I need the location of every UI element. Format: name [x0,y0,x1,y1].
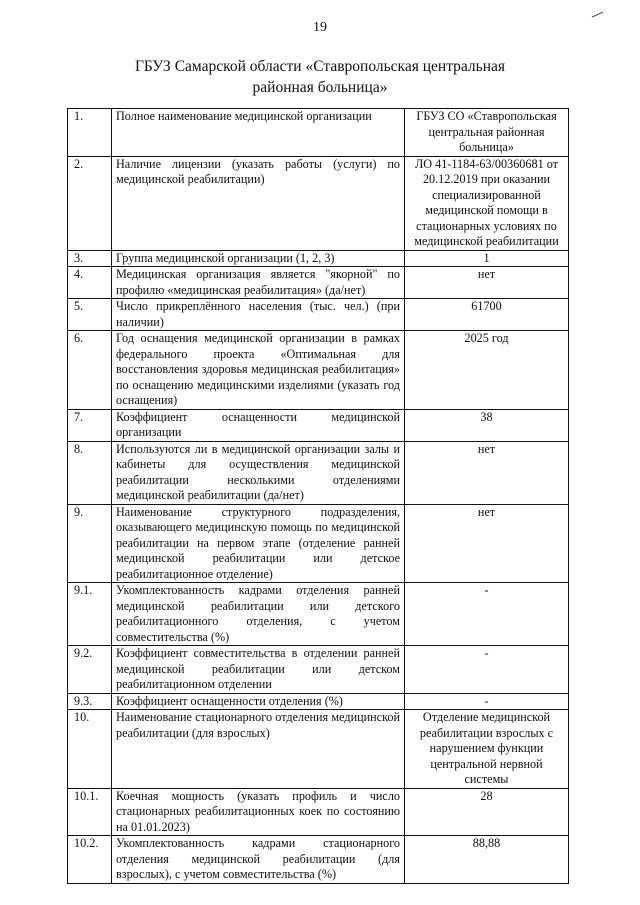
row-number: 6. [68,331,112,410]
row-number: 9.2. [68,646,112,694]
table-row [68,267,569,299]
row-value: ЛО 41-1184-63/00360681 от 20.12.2019 при оказании специализированной медицинской помощи в стационарных условиях по медицинской реабилитации [405,156,569,250]
row-value: 38 [405,409,569,441]
row-number: 7. [68,409,112,441]
table-row [68,299,569,331]
table-row [68,710,569,789]
row-parameter: Коэффициент оснащенности медицинской организации [112,409,405,441]
row-parameter: Коэффициент совместительства в отделении ранней медицинской реабилитации или детском реабилитационном отделении [112,646,405,694]
row-value: ГБУЗ СО «Ставропольская центральная районная больница» [405,109,569,157]
document-title [120,56,520,98]
table-row [68,646,569,694]
table-row [68,836,569,884]
row-value: 1 [405,250,569,267]
title-line-2: районная больница» [252,79,388,96]
row-value: нет [405,504,569,583]
row-number: 4. [68,267,112,299]
row-value: Отделение медицинской реабилитации взрослых с нарушением функции центральной нервной системы [405,710,569,789]
row-parameter: Наименование структурного подразделения, оказывающего медицинскую помощь по медицинской реабилитации на первом этапе (отделение ранней медицинской реабилитации или детское реабилитационное отделение) [112,504,405,583]
row-parameter: Наличие лицензии (указать работы (услуги) по медицинской реабилитации) [112,156,405,250]
row-parameter: Медицинская организация является "якорной" по профилю «медицинская реабилитация» (да/нет) [112,267,405,299]
row-value: нет [405,441,569,504]
row-value: 28 [405,788,569,836]
table-row [68,441,569,504]
row-number: 3. [68,250,112,267]
row-parameter: Используются ли в медицинской организации залы и кабинеты для осуществления медицинской реабилитации несколькими отделениями медицинской реабилитации (да/нет) [112,441,405,504]
row-parameter: Коечная мощность (указать профиль и число стационарных реабилитационных коек по состоянию на 01.01.2023) [112,788,405,836]
row-parameter: Укомплектованность кадрами отделения ранней медицинской реабилитации или детского реабилитационного отделения, с учетом совместительства (%) [112,583,405,646]
table-row [68,156,569,250]
row-value: 61700 [405,299,569,331]
row-value: нет [405,267,569,299]
row-value: - [405,693,569,710]
row-number: 10.1. [68,788,112,836]
row-parameter: Наименование стационарного отделения медицинской реабилитации (для взрослых) [112,710,405,789]
table-row [68,109,569,157]
row-parameter: Коэффициент оснащенности отделения (%) [112,693,405,710]
row-number: 10. [68,710,112,789]
row-parameter: Число прикреплённого населения (тыс. чел.) (при наличии) [112,299,405,331]
row-number: 10.2. [68,836,112,884]
organization-info-table [67,108,569,884]
table-row [68,693,569,710]
row-value: 2025 год [405,331,569,410]
row-number: 2. [68,156,112,250]
title-line-1: ГБУЗ Самарской области «Ставропольская центральная [134,58,506,75]
row-parameter: Полное наименование медицинской организации [112,109,405,157]
row-value: - [405,646,569,694]
row-number: 1. [68,109,112,157]
row-number: 9.3. [68,693,112,710]
table-row [68,331,569,410]
page-number: 19 [313,20,327,35]
row-parameter: Год оснащения медицинской организации в рамках федерального проекта «Оптимальная для восстановления здоровья медицинская реабилитация» по оснащению медицинскими изделиями (указать год оснащения) [112,331,405,410]
row-parameter: Группа медицинской организации (1, 2, 3) [112,250,405,267]
row-number: 9. [68,504,112,583]
row-value: 88,88 [405,836,569,884]
row-parameter: Укомплектованность кадрами стационарного отделения медицинской реабилитации (для взрослых), с учетом совместительства (%) [112,836,405,884]
row-number: 8. [68,441,112,504]
table-row [68,504,569,583]
table-row [68,409,569,441]
row-number: 9.1. [68,583,112,646]
row-number: 5. [68,299,112,331]
table-row [68,583,569,646]
row-value: - [405,583,569,646]
table-row [68,250,569,267]
table-row [68,788,569,836]
